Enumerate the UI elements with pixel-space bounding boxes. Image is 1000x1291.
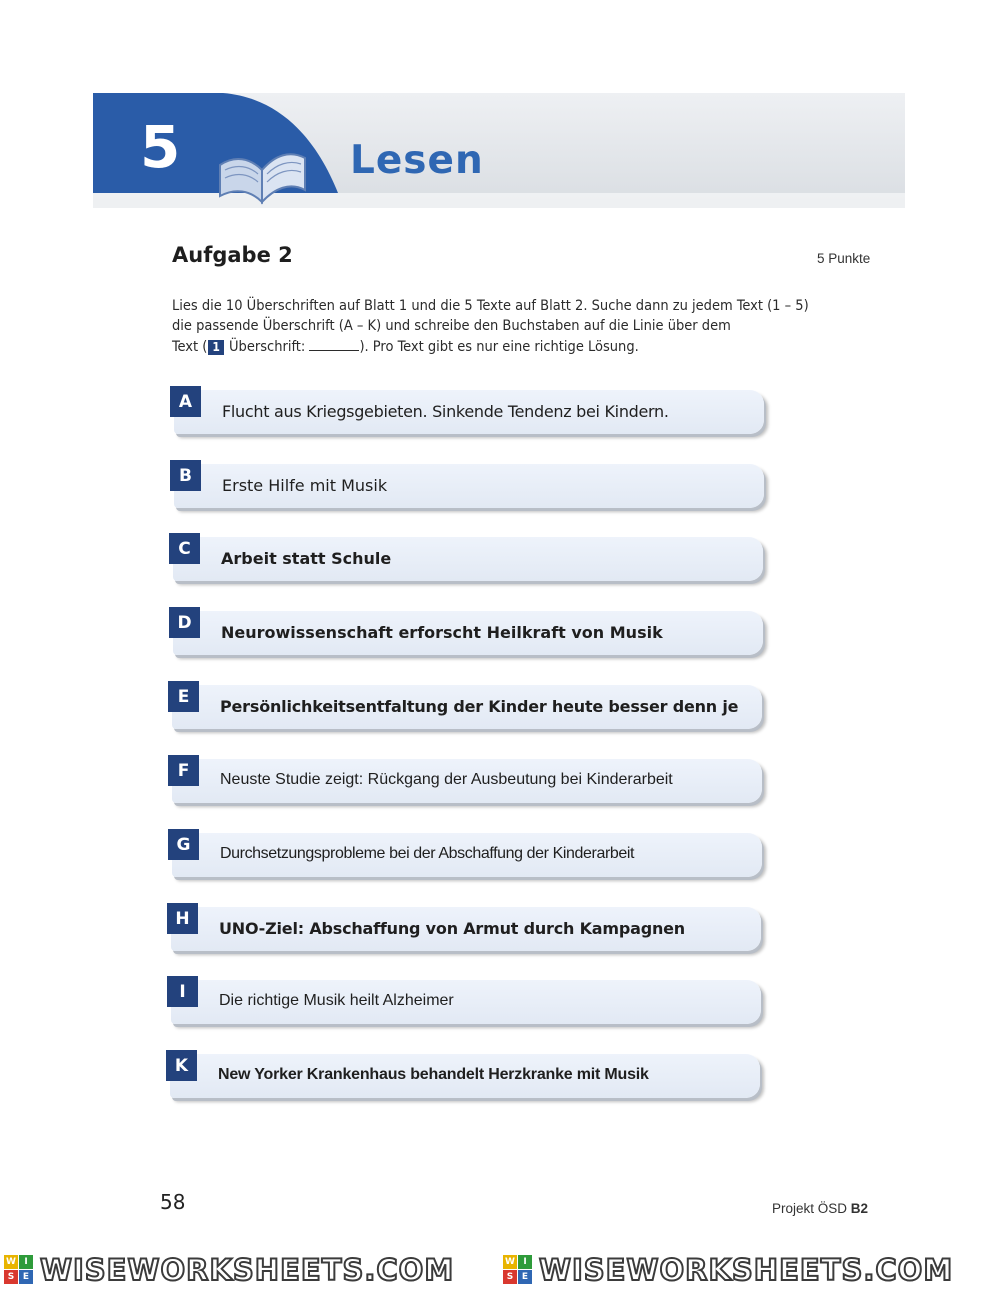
option-text: UNO-Ziel: Abschaffung von Armut durch Kampagnen xyxy=(219,919,685,938)
task-title: Aufgabe 2 xyxy=(172,243,293,267)
option-text: New Yorker Krankenhaus behandelt Herzkranke mit Musik xyxy=(218,1066,649,1083)
option-c[interactable] xyxy=(173,537,767,583)
chapter-title: Lesen xyxy=(350,138,484,183)
option-text: Erste Hilfe mit Musik xyxy=(222,476,388,495)
option-letter: B xyxy=(170,460,201,491)
watermark-logo-icon: W I S E xyxy=(4,1255,34,1285)
option-i[interactable] xyxy=(171,980,765,1026)
instructions xyxy=(172,296,862,357)
open-book-icon xyxy=(215,140,310,210)
option-text: Neurowissenschaft erforscht Heilkraft von Musik xyxy=(221,623,663,642)
answer-blank xyxy=(309,336,359,351)
watermark-text: WISEWORKSHEETS.COM xyxy=(539,1253,954,1287)
watermark-block-1 xyxy=(4,1254,454,1286)
option-letter: A xyxy=(170,386,201,417)
watermark-logo-icon: W I S E xyxy=(503,1255,533,1285)
option-h[interactable] xyxy=(171,907,765,953)
option-letter: G xyxy=(168,829,199,860)
watermark-block-2 xyxy=(503,1254,953,1286)
instructions-line-3 xyxy=(172,336,862,357)
option-letter: D xyxy=(169,607,200,638)
text-number-badge: 1 xyxy=(208,340,224,355)
option-letter: K xyxy=(166,1050,197,1081)
option-letter: E xyxy=(168,681,199,712)
option-a[interactable] xyxy=(174,390,768,436)
option-d[interactable] xyxy=(173,611,767,657)
option-text: Persönlichkeitsentfaltung der Kinder heute besser denn je xyxy=(220,697,739,716)
option-g[interactable] xyxy=(172,833,766,879)
page-number: 58 xyxy=(160,1190,186,1214)
option-k[interactable] xyxy=(170,1054,764,1100)
option-f[interactable] xyxy=(172,759,766,805)
option-b[interactable] xyxy=(174,464,768,510)
instructions-line-3-mid: Überschrift: xyxy=(224,339,310,355)
option-text: Flucht aus Kriegsgebieten. Sinkende Tendenz bei Kindern. xyxy=(222,402,669,421)
option-text: Die richtige Musik heilt Alzheimer xyxy=(219,992,454,1009)
book-title xyxy=(772,1201,868,1216)
option-letter: H xyxy=(167,903,198,934)
book-level: B2 xyxy=(850,1201,869,1216)
option-e[interactable] xyxy=(172,685,766,731)
points-label: 5 Punkte xyxy=(817,251,871,266)
watermark xyxy=(0,1250,1000,1291)
book-title-name: Projekt ÖSD xyxy=(772,1201,848,1216)
option-letter: F xyxy=(168,755,199,786)
option-text: Arbeit statt Schule xyxy=(221,549,392,568)
option-text: Durchsetzungsprobleme bei der Abschaffung der Kinderarbeit xyxy=(220,845,635,862)
option-letter: I xyxy=(167,976,198,1007)
option-letter: C xyxy=(169,533,200,564)
option-text: Neuste Studie zeigt: Rückgang der Ausbeutung bei Kinderarbeit xyxy=(220,771,673,788)
instructions-line-1: Lies die 10 Überschriften auf Blatt 1 und die 5 Texte auf Blatt 2. Suche dann zu jedem Text (1 – 5) xyxy=(172,298,809,314)
instructions-line-3-pre: Text ( xyxy=(172,339,208,355)
instructions-line-3-post: ). Pro Text gibt es nur eine richtige Lösung. xyxy=(359,339,639,355)
instructions-line-2: die passende Überschrift (A – K) und schreibe den Buchstaben auf die Linie über dem xyxy=(172,318,731,334)
watermark-text: WISEWORKSHEETS.COM xyxy=(40,1253,455,1287)
chapter-number: 5 xyxy=(140,113,181,181)
